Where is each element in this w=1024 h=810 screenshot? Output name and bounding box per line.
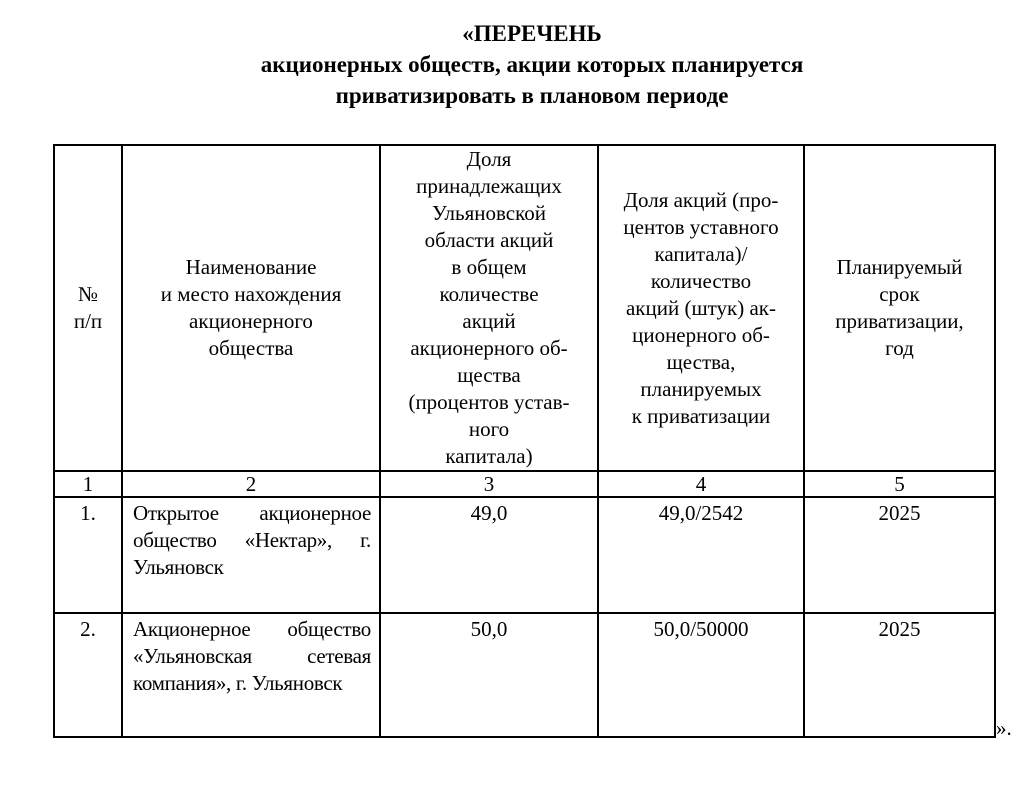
planned-year: 2025: [804, 497, 995, 613]
closing-quote: ».: [996, 716, 1012, 740]
region-share: 49,0: [380, 497, 598, 613]
planned-year: 2025: [804, 613, 995, 737]
company-name: Акционерное общество «Ульяновская сетевая компания», г. Ульяновск: [122, 613, 380, 737]
region-share: 50,0: [380, 613, 598, 737]
planned-share: 50,0/50000: [598, 613, 804, 737]
column-number: 2: [122, 471, 380, 497]
row-number: 2.: [54, 613, 122, 737]
privatization-table: [53, 144, 996, 738]
header-planned-year: Планируемый срок приватизации, год: [804, 145, 995, 471]
column-number-row: [54, 471, 995, 497]
header-number: № п/п: [54, 145, 122, 471]
column-number: 4: [598, 471, 804, 497]
header-region-share: Доля принадлежащих Ульяновской области акций в общем количестве акций акционерного об- щества (процентов устав- ного капитала): [380, 145, 598, 471]
title-line-2: акционерных обществ, акции которых планируется: [260, 52, 804, 77]
document-title: [0, 18, 1024, 111]
column-number: 1: [54, 471, 122, 497]
title-line-1: «ПЕРЕЧЕНЬ: [462, 21, 602, 46]
table-row: [54, 497, 995, 613]
planned-share: 49,0/2542: [598, 497, 804, 613]
header-planned-share: Доля акций (про- центов уставного капитала)/ количество акций (штук) ак- ционерного об- щества, планируемых к приватизации: [598, 145, 804, 471]
title-line-3: приватизировать в плановом периоде: [335, 83, 729, 108]
column-number: 3: [380, 471, 598, 497]
table-row: [54, 613, 995, 737]
row-number: 1.: [54, 497, 122, 613]
header-company-name: Наименование и место нахождения акционерного общества: [122, 145, 380, 471]
company-name: Открытое акционерное общество «Нектар», г. Ульяновск: [122, 497, 380, 613]
table-header-row: [54, 145, 995, 471]
column-number: 5: [804, 471, 995, 497]
